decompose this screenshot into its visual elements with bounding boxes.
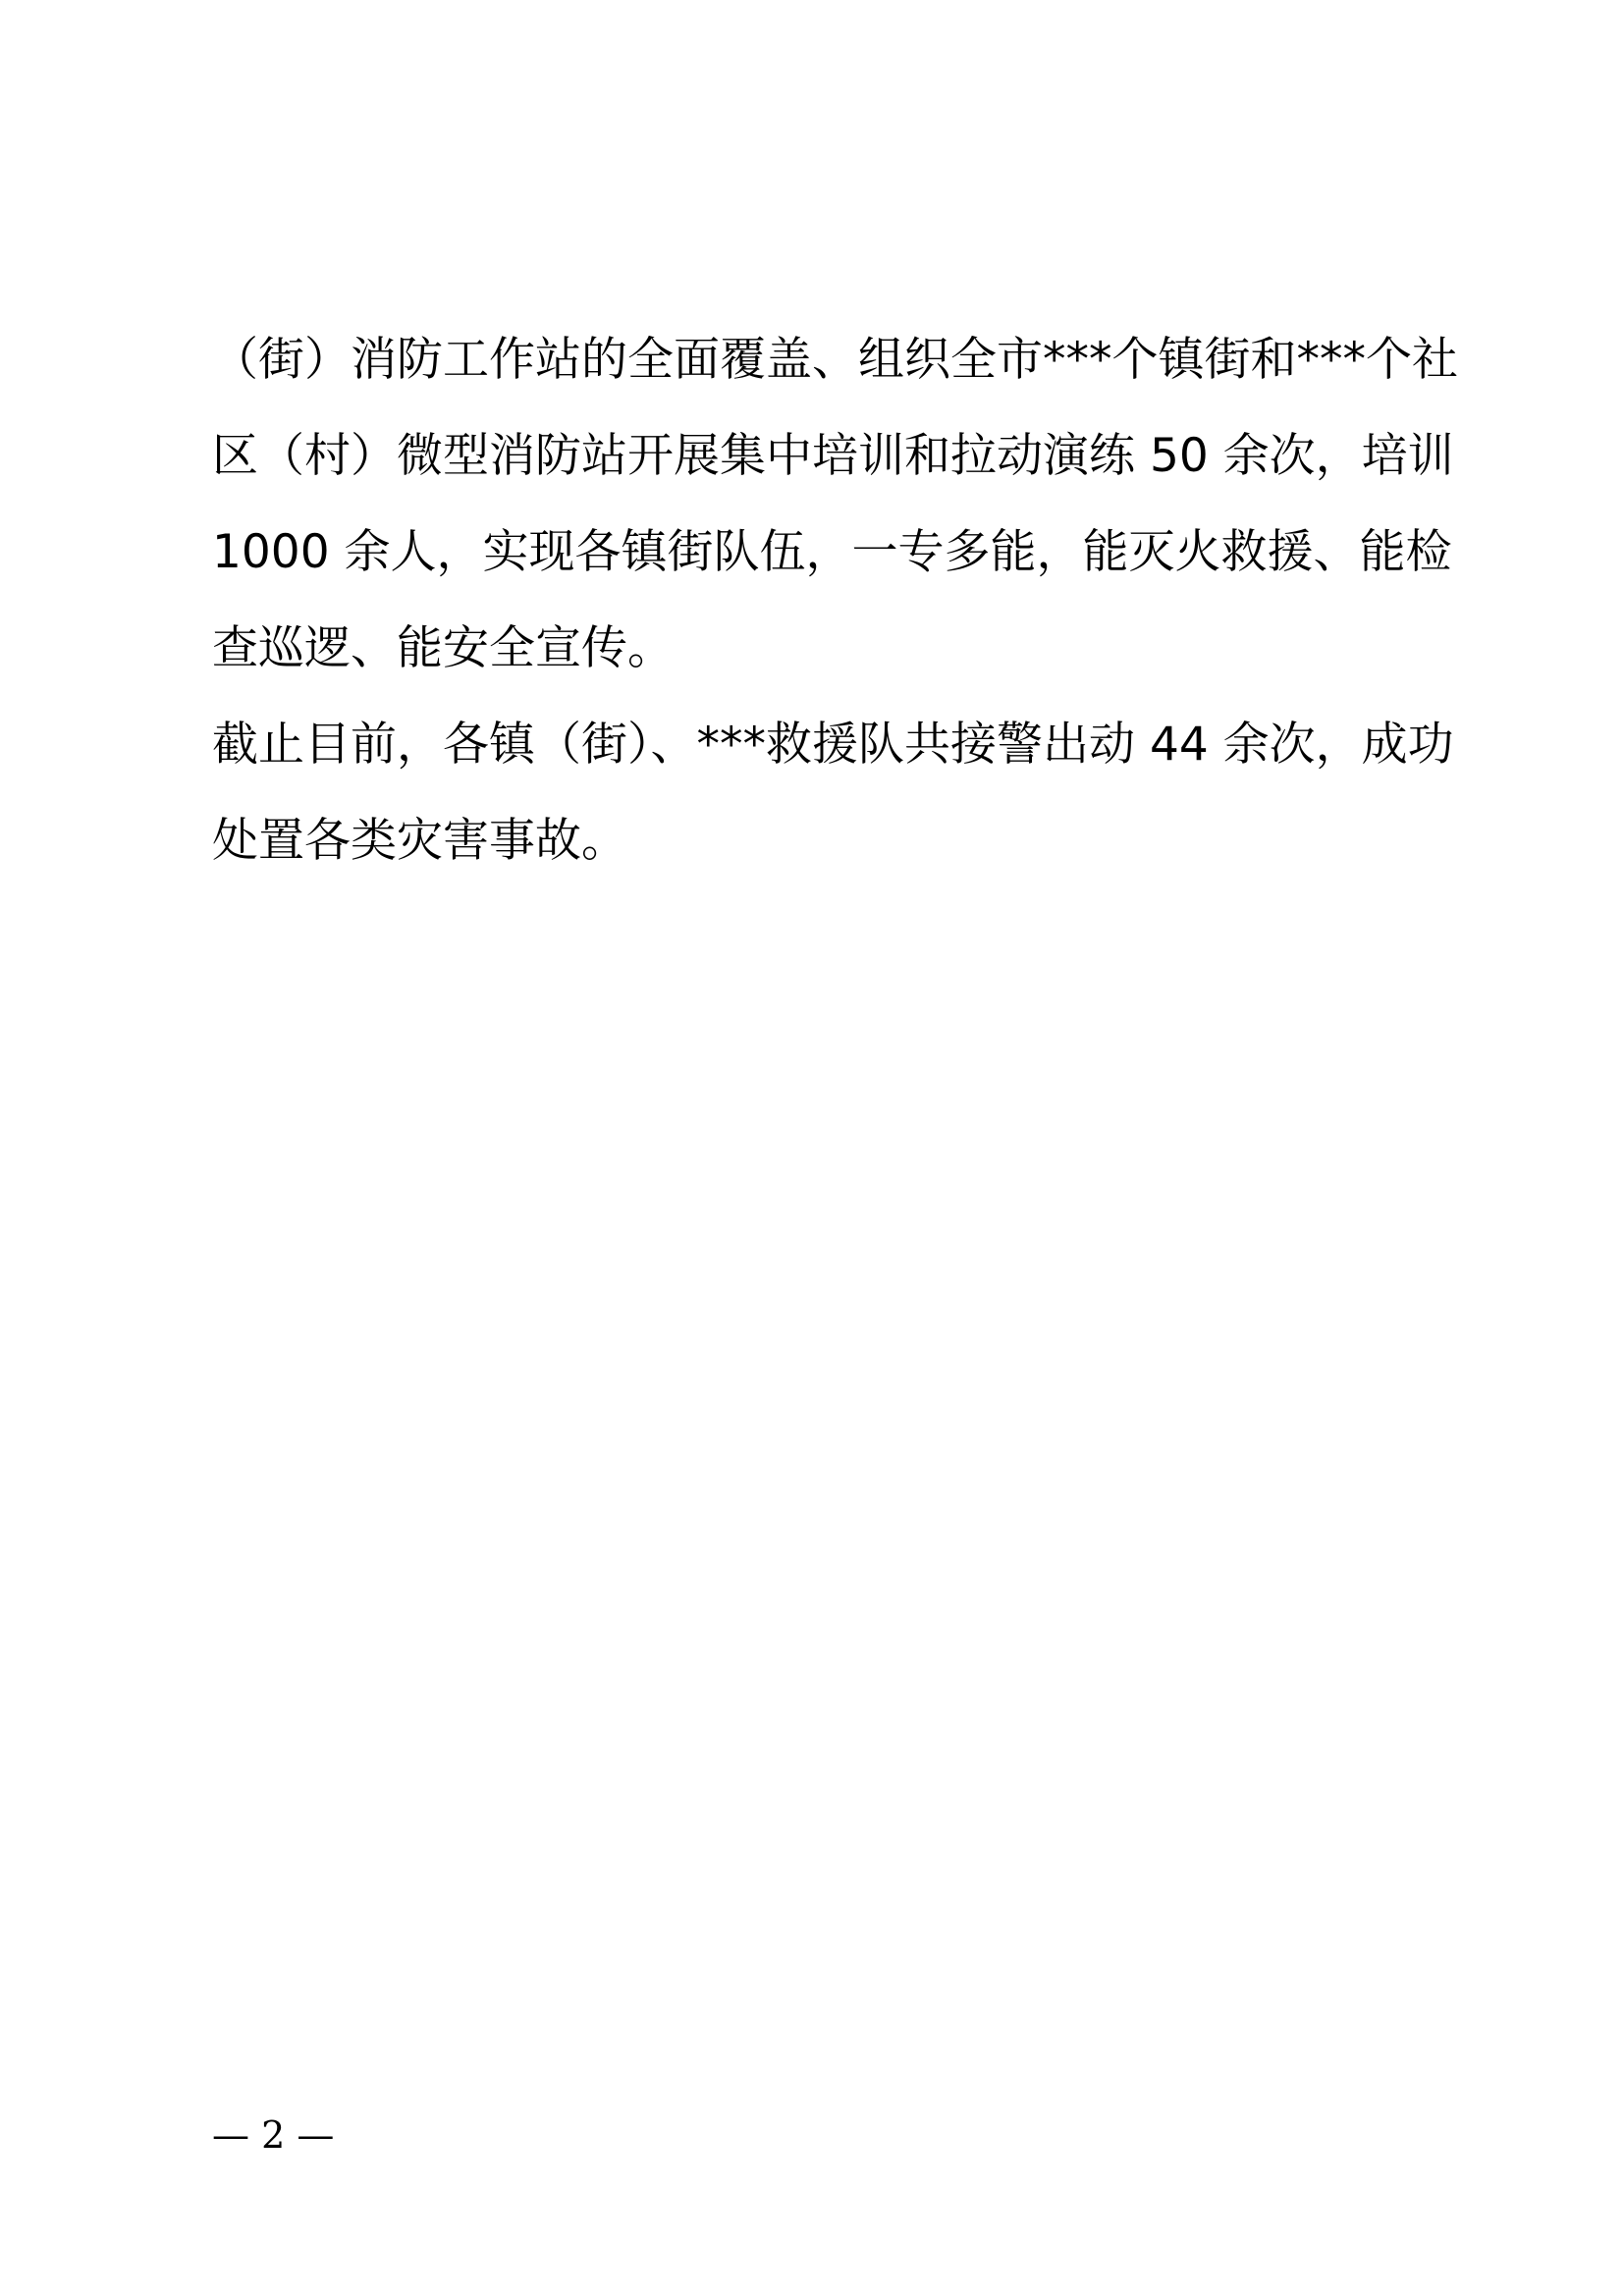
- paragraph-1-line-2: 区（村）微型消防站开展集中培训和拉动演练 50 余次，培训: [212, 429, 1454, 483]
- paragraph-2-line-1: 截止目前，各镇（街）、***救援队共接警出动 44 余次，成功: [212, 718, 1454, 772]
- paragraph-1-line-3: 1000 余人，实现各镇街队伍，一专多能，能灭火救援、能检: [212, 525, 1452, 579]
- page-number: — 2 —: [212, 2113, 335, 2157]
- paragraph-1: [212, 312, 1458, 697]
- paragraph-2: [212, 697, 1454, 889]
- paragraph-2-line-2: 处置各类灾害事故。: [212, 814, 627, 868]
- document-body: [212, 312, 1458, 889]
- paragraph-1-line-1: （街）消防工作站的全面覆盖、组织全市***个镇街和***个社: [212, 333, 1458, 387]
- paragraph-1-line-4: 查巡逻、能安全宣传。: [212, 621, 674, 675]
